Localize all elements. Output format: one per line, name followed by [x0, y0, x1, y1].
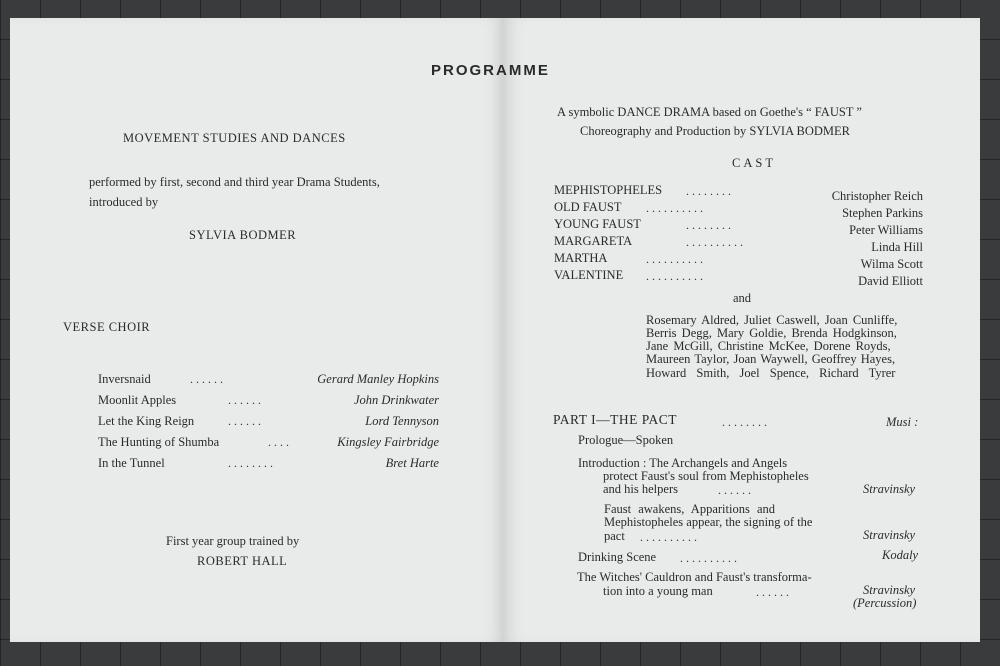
leader-dots: . . . . . .: [190, 372, 223, 386]
item-line: and his helpers: [603, 482, 678, 496]
verse-title: The Hunting of Shumba: [98, 435, 220, 449]
item-line: pact: [604, 529, 625, 543]
verse-author: Gerard Manley Hopkins: [317, 372, 439, 386]
leader-dots: . . . . . .: [718, 483, 751, 497]
verse-author: John Drinkwater: [353, 393, 439, 407]
verse-title: In the Tunnel: [98, 456, 165, 470]
verse-author: Lord Tennyson: [365, 414, 439, 428]
cast-role: VALENTINE: [554, 268, 624, 282]
movement-studies-heading: MOVEMENT STUDIES AND DANCES: [123, 131, 346, 145]
cast-actor: Christopher Reich: [831, 189, 923, 203]
composer: Kodaly: [882, 548, 919, 562]
leader-dots: . . . . . . . . . .: [646, 252, 703, 266]
dance-drama-intro: A symbolic DANCE DRAMA based on Goethe's “ FAUST ”: [557, 105, 862, 119]
cast-role: MEPHISTOPHELES: [554, 183, 663, 197]
leader-dots: . . . . . . . . . .: [686, 235, 743, 249]
composer-note: (Percussion): [853, 596, 917, 610]
cast-role: OLD FAUST: [554, 200, 622, 214]
leader-dots: . . . .: [268, 435, 289, 449]
introduced-by-text: introduced by: [89, 195, 159, 209]
leader-dots: . . . . . . . . . .: [680, 551, 737, 565]
item-line: Introduction : The Archangels and Angels: [578, 456, 788, 470]
leader-dots: . . . . . .: [228, 414, 261, 428]
item-line: Faust awakens, Apparitions and: [604, 502, 776, 516]
cast-role: MARTHA: [554, 251, 608, 265]
ensemble-line: Jane McGill, Christine McKee, Dorene Royds,: [646, 339, 891, 353]
performed-by-text: performed by first, second and third year Drama Students,: [89, 175, 380, 189]
item-line: Mephistopheles appear, the signing of the: [604, 515, 813, 529]
leader-dots: . . . . . . . .: [228, 456, 273, 470]
composer: Stravinsky: [863, 482, 916, 496]
leader-dots: . . . . . . . .: [722, 415, 767, 429]
cast-actor: Linda Hill: [871, 240, 923, 254]
music-column-label: Musi :: [886, 415, 919, 429]
composer: Stravinsky: [863, 528, 916, 542]
leader-dots: . . . . . . . .: [686, 218, 731, 232]
item-line: Drinking Scene: [578, 550, 657, 564]
ensemble-line: Maureen Taylor, Joan Waywell, Geoffrey Hayes,: [646, 352, 896, 366]
and-label: and: [733, 291, 752, 305]
leader-dots: . . . . . . . .: [686, 184, 731, 198]
verse-choir-heading: VERSE CHOIR: [63, 320, 151, 334]
leader-dots: . . . . . . . . . .: [646, 201, 703, 215]
leader-dots: . . . . . . . . . .: [640, 530, 697, 544]
cast-heading: CAST: [732, 156, 776, 170]
leader-dots: . . . . . .: [756, 585, 789, 599]
item-line: protect Faust's soul from Mephistopheles: [603, 469, 809, 483]
verse-author: Bret Harte: [385, 456, 439, 470]
verse-title: Moonlit Apples: [98, 393, 177, 407]
cast-actor: Wilma Scott: [860, 257, 923, 271]
cast-actor: David Elliott: [858, 274, 923, 288]
leader-dots: . . . . . .: [228, 393, 261, 407]
leader-dots: . . . . . . . . . .: [646, 269, 703, 283]
ensemble-line: Rosemary Aldred, Juliet Caswell, Joan Cunliffe,: [646, 313, 898, 327]
verse-author: Kingsley Fairbridge: [337, 435, 439, 449]
ensemble-line: Howard Smith, Joel Spence, Richard Tyrer: [646, 366, 896, 380]
trainer-name: ROBERT HALL: [197, 554, 288, 568]
first-year-text: First year group trained by: [166, 534, 300, 548]
cast-actor: Stephen Parkins: [842, 206, 923, 220]
cast-actor: Peter Williams: [849, 223, 923, 237]
composer: Stravinsky: [863, 583, 916, 597]
ensemble-line: Berris Degg, Mary Goldie, Brenda Hodgkinson,: [646, 326, 897, 340]
cast-role: MARGARETA: [554, 234, 633, 248]
choreography-credit: Choreography and Production by SYLVIA BODMER: [580, 124, 851, 138]
part-one-heading: PART I—THE PACT: [553, 412, 677, 427]
prologue-item: Prologue—Spoken: [578, 433, 674, 447]
item-line: tion into a young man: [603, 584, 713, 598]
verse-title: Inversnaid: [98, 372, 151, 386]
programme-title: PROGRAMME: [431, 62, 550, 79]
item-line: The Witches' Cauldron and Faust's transforma-: [577, 570, 812, 584]
introducer-name: SYLVIA BODMER: [189, 228, 297, 242]
verse-title: Let the King Reign: [98, 414, 195, 428]
cast-role: YOUNG FAUST: [554, 217, 641, 231]
